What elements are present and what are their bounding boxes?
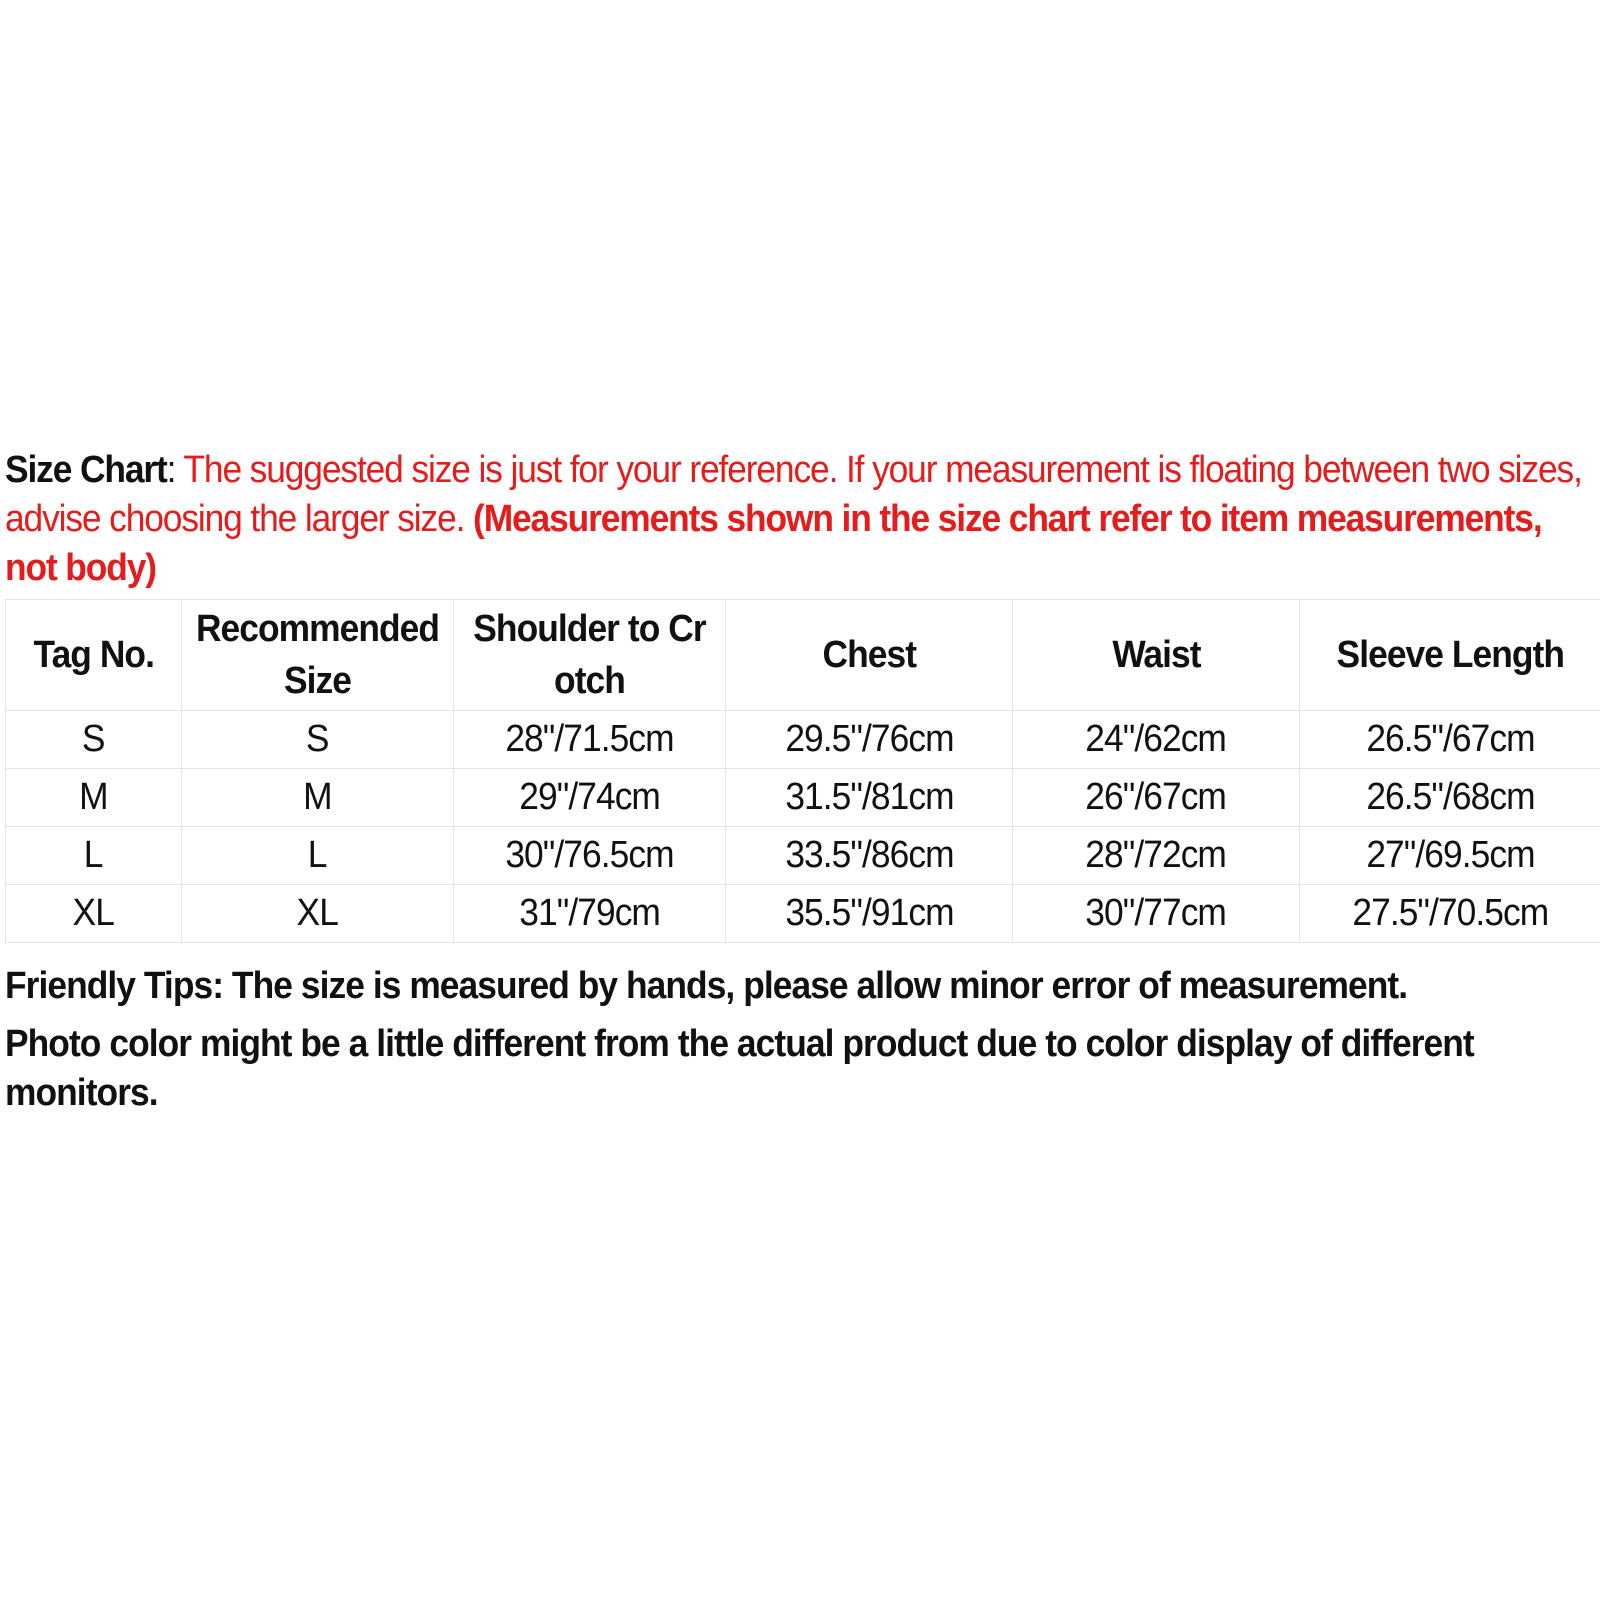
measurement-disclaimer: (Measurements shown in the size chart refer to item measurements, not body) — [5, 498, 1542, 589]
table-row — [6, 885, 1600, 943]
cell-sleeve-length: 26.5"/67cm — [1300, 711, 1600, 769]
cell-tag: L — [6, 827, 182, 885]
cell-shoulder-to-crotch: 28"/71.5cm — [454, 711, 726, 769]
cell-recommended: M — [182, 769, 454, 827]
cell-chest: 29.5"/76cm — [726, 711, 1013, 769]
cell-recommended: S — [182, 711, 454, 769]
cell-tag: S — [6, 711, 182, 769]
header-waist: Waist — [1013, 600, 1300, 711]
table-row — [6, 827, 1600, 885]
friendly-tips — [5, 961, 1600, 1118]
tip-photo-color: Photo color might be a little different from the actual product due to color display of different monitors. — [5, 1023, 1474, 1114]
cell-tag: M — [6, 769, 182, 827]
size-chart-heading: Size Chart — [5, 449, 167, 491]
cell-shoulder-to-crotch: 29"/74cm — [454, 769, 726, 827]
cell-chest: 31.5"/81cm — [726, 769, 1013, 827]
size-advice-note: The suggested size is just for your reference. If your measurement is floating between two sizes, advise choosing the larger size. — [5, 449, 1582, 540]
cell-recommended: L — [182, 827, 454, 885]
size-chart-intro — [5, 446, 1597, 593]
cell-waist: 26"/67cm — [1013, 769, 1300, 827]
cell-shoulder-to-crotch: 30"/76.5cm — [454, 827, 726, 885]
header-chest: Chest — [726, 600, 1013, 711]
cell-sleeve-length: 26.5"/68cm — [1300, 769, 1600, 827]
cell-recommended: XL — [182, 885, 454, 943]
cell-chest: 35.5"/91cm — [726, 885, 1013, 943]
cell-sleeve-length: 27"/69.5cm — [1300, 827, 1600, 885]
table-row — [6, 769, 1600, 827]
cell-waist: 28"/72cm — [1013, 827, 1300, 885]
cell-waist: 30"/77cm — [1013, 885, 1300, 943]
cell-waist: 24"/62cm — [1013, 711, 1300, 769]
table-row — [6, 711, 1600, 769]
tip-measurement-error: Friendly Tips: The size is measured by hands, please allow minor error of measurement. — [5, 965, 1408, 1007]
header-recommended-size: Recommended Size — [182, 600, 454, 711]
header-sleeve-length: Sleeve Length — [1300, 600, 1600, 711]
header-shoulder-to-crotch: Shoulder to Cr otch — [454, 600, 726, 711]
cell-shoulder-to-crotch: 31"/79cm — [454, 885, 726, 943]
cell-tag: XL — [6, 885, 182, 943]
header-tag-no: Tag No. — [6, 600, 182, 711]
heading-colon: : — [166, 449, 176, 491]
cell-chest: 33.5"/86cm — [726, 827, 1013, 885]
size-table — [5, 599, 1600, 943]
cell-sleeve-length: 27.5"/70.5cm — [1300, 885, 1600, 943]
table-header-row — [6, 600, 1600, 711]
